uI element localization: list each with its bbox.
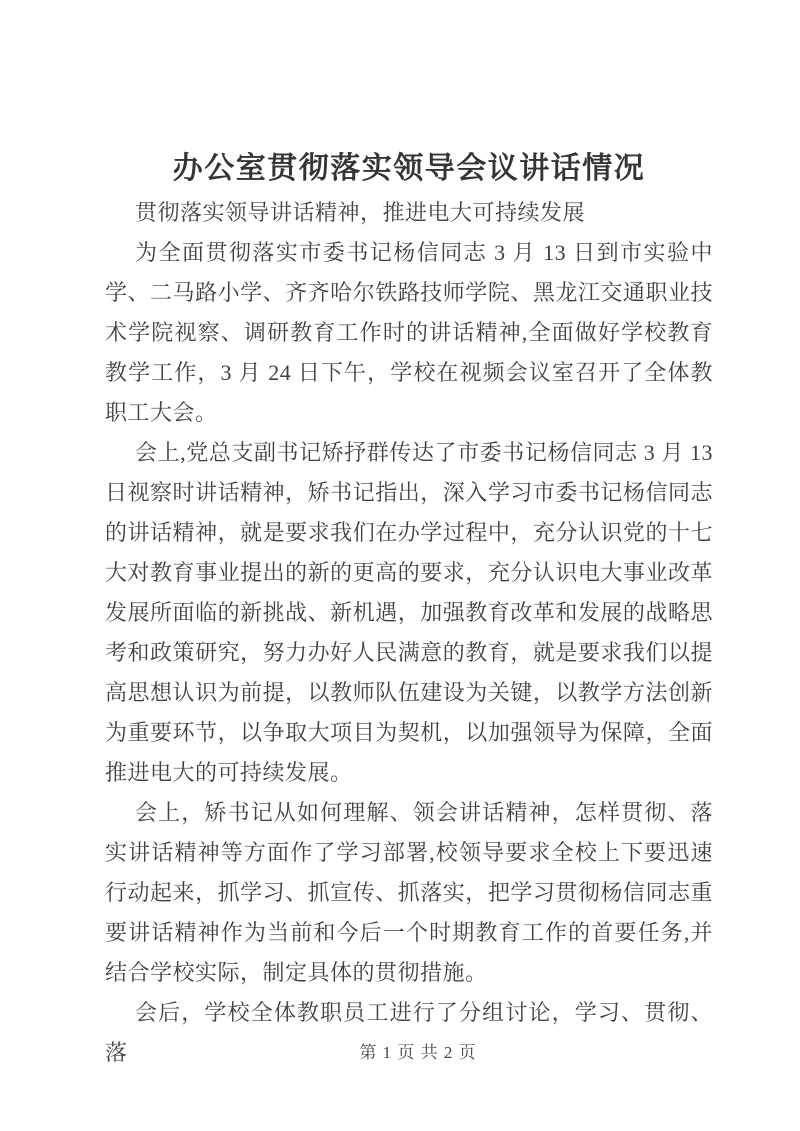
paragraph-4: 会后，学校全体教职员工进行了分组讨论，学习、贯彻、落 [105,1000,713,1065]
document-title: 办公室贯彻落实领导会议讲话情况 [172,152,646,185]
paragraph-3: 会上，矫书记从如何理解、领会讲话精神，怎样贯彻、落实讲话精神等方面作了学习部署,校领导要求全校上下要迅速行动起来，抓学习、抓宣传、抓落实，把学习贯彻杨信同志重要讲话精神作为当前和今后一个时期教育工作的首要任务,并结合学校实际，制定具体的贯彻措施。 [105,800,713,985]
paragraph-2: 会上,党总支副书记矫抒群传达了市委书记杨信同志 3 月 13 日视察时讲话精神，矫书记指出，深入学习市委书记杨信同志的讲话精神，就是要求我们在办学过程中，充分认识党的十七大对教育事业提出的新的更高的要求，充分认识电大事业改革发展所面临的新挑战、新机遇，加强教育改革和发展的战略思考和政策研究，努力办好人民满意的教育，就是要求我们以提高思想认识为前提，以教师队伍建设为关键，以教学方法创新为重要环节，以争取大项目为契机，以加强领导为保障，全面推进电大的可持续发展。 [105,440,713,785]
paragraph-1: 为全面贯彻落实市委书记杨信同志 3 月 13 日到市实验中学、二马路小学、齐齐哈尔铁路技师学院、黑龙江交通职业技术学院视察、调研教育工作时的讲话精神,全面做好学校教育教学工作，3 月 24 日下午，学校在视频会议室召开了全体教职工大会。 [105,240,713,425]
document-body [105,145,713,1073]
document-subtitle: 贯彻落实领导讲话精神，推进电大可持续发展 [135,200,586,225]
page-number-footer: 第 1 页 共 2 页 [359,1043,477,1062]
